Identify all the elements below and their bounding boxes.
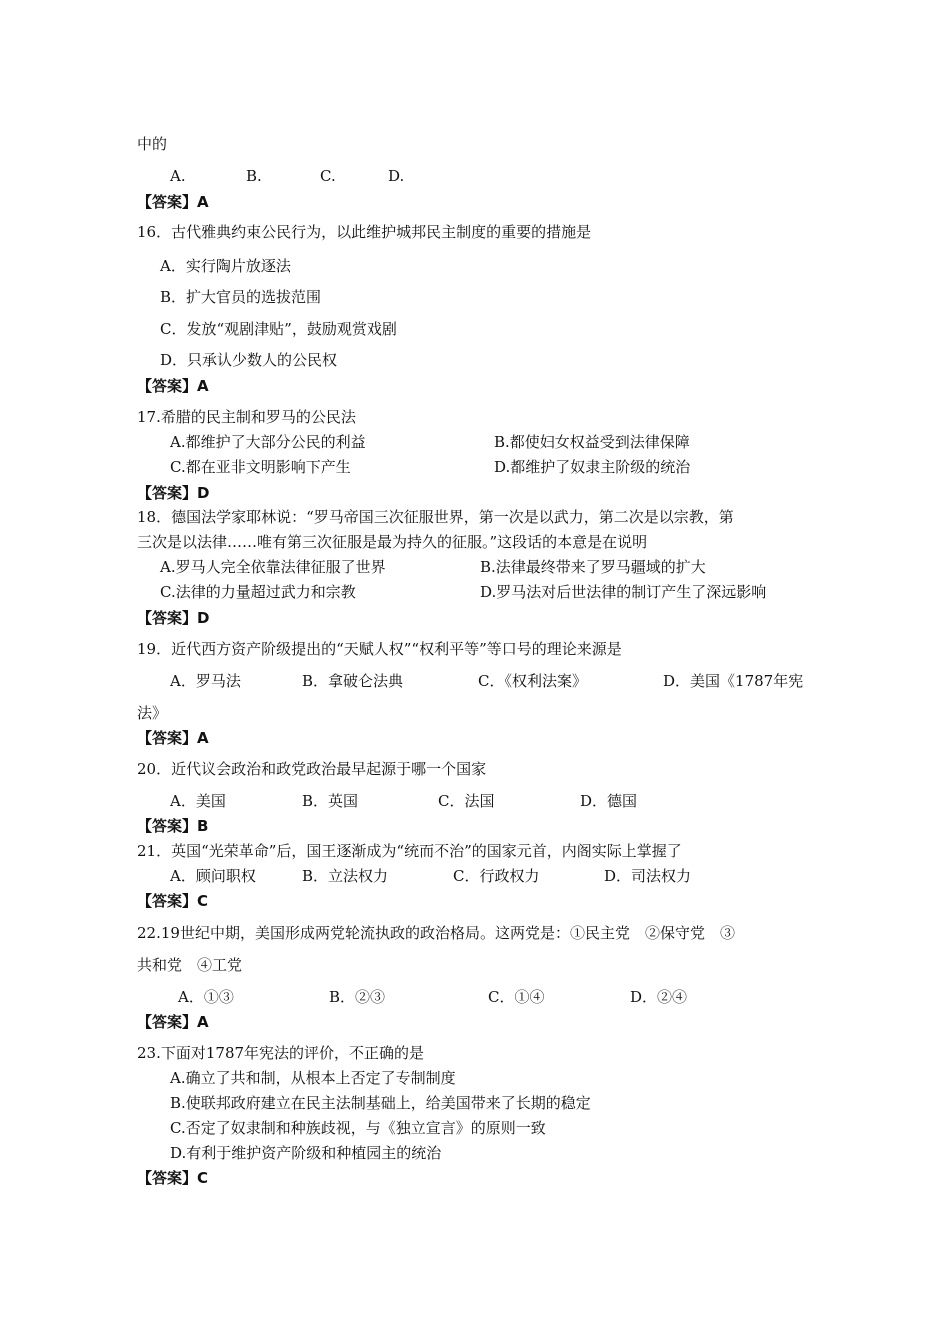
question-16-option-a: A．实行陶片放逐法 — [160, 257, 291, 275]
question-17-option-c: C.都在亚非文明影响下产生 — [170, 458, 351, 476]
question-23-stem: 23.下面对1787年宪法的评价，不正确的是 — [137, 1044, 425, 1062]
question-22-answer: 【答案】A — [137, 1013, 209, 1031]
question-21-stem: 21．英国“光荣革命”后，国王逐渐成为“统而不治”的国家元首，内阁实际上掌握了 — [137, 842, 682, 860]
option-b: B. — [246, 167, 262, 185]
question-17-option-b: B.都使妇女权益受到法律保障 — [494, 433, 690, 451]
question-19-option-a: A．罗马法 — [170, 672, 241, 690]
question-23-option-a: A.确立了共和制，从根本上否定了专制制度 — [170, 1069, 456, 1087]
question-20-option-a: A．美国 — [170, 792, 226, 810]
question-22-option-d: D．②④ — [630, 988, 688, 1006]
question-17-answer: 【答案】D — [137, 484, 210, 502]
question-21-answer: 【答案】C — [137, 892, 209, 910]
question-19-option-d-continued: 法》 — [137, 704, 168, 722]
question-19-option-c: C．《权利法案》 — [478, 672, 587, 690]
question-16-option-b: B．扩大官员的选拔范围 — [160, 288, 322, 306]
question-20-option-b: B．英国 — [302, 792, 359, 810]
question-tail: 中的 — [137, 135, 168, 153]
option-c: C. — [320, 167, 336, 185]
question-22-stem-line-2: 共和党 ④工党 — [137, 956, 243, 974]
question-22-option-c: C．①④ — [488, 988, 545, 1006]
question-16-answer: 【答案】A — [137, 377, 209, 395]
question-18-answer: 【答案】D — [137, 609, 210, 627]
question-21-option-b: B．立法权力 — [302, 867, 389, 885]
question-23-option-c: C.否定了奴隶制和种族歧视，与《独立宣言》的原则一致 — [170, 1119, 546, 1137]
question-18-option-b: B.法律最终带来了罗马疆域的扩大 — [480, 558, 706, 576]
question-23-answer: 【答案】C — [137, 1169, 209, 1187]
answer-line: 【答案】A — [137, 193, 209, 211]
question-18-option-d: D.罗马法对后世法律的制订产生了深远影响 — [480, 583, 767, 601]
question-16-option-c: C．发放“观剧津贴”，鼓励观赏戏剧 — [160, 320, 397, 338]
question-23-option-b: B.使联邦政府建立在民主法制基础上，给美国带来了长期的稳定 — [170, 1094, 591, 1112]
question-18-option-a: A.罗马人完全依靠法律征服了世界 — [160, 558, 386, 576]
option-a: A. — [170, 167, 186, 185]
question-19-option-d: D．美国《1787年宪 — [663, 672, 804, 690]
question-21-option-d: D．司法权力 — [604, 867, 692, 885]
question-22-option-b: B．②③ — [329, 988, 386, 1006]
question-17-option-d: D.都维护了奴隶主阶级的统治 — [494, 458, 691, 476]
question-18-stem-line-1: 18．德国法学家耶林说：“罗马帝国三次征服世界，第一次是以武力，第二次是以宗教，第 — [137, 508, 734, 526]
question-16-option-d: D．只承认少数人的公民权 — [160, 351, 338, 369]
question-19-answer: 【答案】A — [137, 729, 209, 747]
question-18-stem-line-2: 三次是以法律……唯有第三次征服是最为持久的征服。”这段话的本意是在说明 — [137, 533, 648, 551]
question-19-stem: 19．近代西方资产阶级提出的“天赋人权”“权利平等”等口号的理论来源是 — [137, 640, 622, 658]
question-21-option-c: C．行政权力 — [453, 867, 540, 885]
question-23-option-d: D.有利于维护资产阶级和种植园主的统治 — [170, 1144, 442, 1162]
question-16-stem: 16．古代雅典约束公民行为，以此维护城邦民主制度的重要的措施是 — [137, 223, 592, 241]
question-22-stem-line-1: 22.19世纪中期，美国形成两党轮流执政的政治格局。这两党是：①民主党 ②保守党 ③ — [137, 924, 735, 942]
question-20-option-c: C．法国 — [438, 792, 495, 810]
question-20-stem: 20．近代议会政治和政党政治最早起源于哪一个国家 — [137, 760, 487, 778]
question-20-answer: 【答案】B — [137, 817, 209, 835]
question-22-option-a: A．①③ — [178, 988, 234, 1006]
question-20-option-d: D．德国 — [580, 792, 638, 810]
question-19-option-b: B．拿破仑法典 — [302, 672, 404, 690]
question-17-stem: 17.希腊的民主制和罗马的公民法 — [137, 408, 356, 426]
question-18-option-c: C.法律的力量超过武力和宗教 — [160, 583, 356, 601]
question-17-option-a: A.都维护了大部分公民的利益 — [170, 433, 366, 451]
option-d: D. — [388, 167, 405, 185]
question-21-option-a: A．顾问职权 — [170, 867, 256, 885]
